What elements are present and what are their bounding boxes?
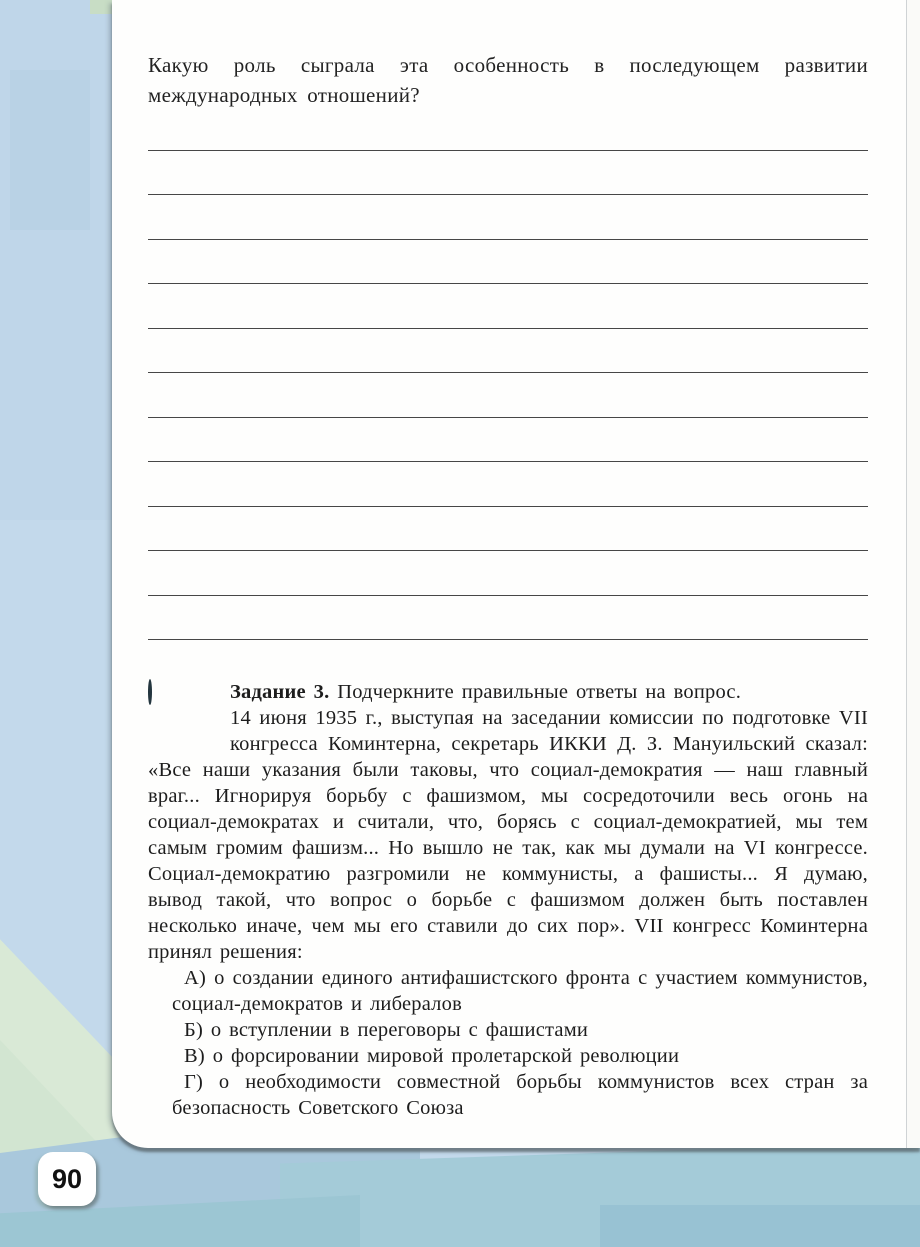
page-edge-line bbox=[906, 0, 920, 1148]
answer-line[interactable] bbox=[148, 551, 868, 596]
option-letter: В) bbox=[184, 1045, 205, 1067]
option-text: о форсировании мировой пролетарской революции bbox=[212, 1045, 680, 1067]
option-text: о вступлении в переговоры с фашистами bbox=[210, 1019, 589, 1041]
option-v[interactable] bbox=[172, 1043, 868, 1069]
answer-line[interactable] bbox=[148, 596, 868, 641]
option-letter: Б) bbox=[184, 1019, 203, 1041]
task3-section bbox=[148, 679, 868, 1121]
answer-line[interactable] bbox=[148, 195, 868, 240]
background-blue-patch bbox=[10, 70, 90, 230]
workbook-page bbox=[112, 0, 920, 1148]
background-green-sliver bbox=[90, 0, 114, 14]
option-letter: Г) bbox=[184, 1071, 204, 1093]
task3-lead bbox=[148, 679, 868, 705]
task3-title: Задание 3. bbox=[230, 681, 330, 703]
answer-line[interactable] bbox=[148, 507, 868, 552]
answer-line[interactable] bbox=[148, 151, 868, 196]
task3-options bbox=[172, 965, 868, 1121]
background-blue-corner bbox=[600, 1205, 920, 1247]
answer-line[interactable] bbox=[148, 240, 868, 285]
answer-line[interactable] bbox=[148, 462, 868, 507]
answer-line[interactable] bbox=[148, 106, 868, 151]
page-number-badge bbox=[38, 1152, 96, 1206]
task-icon-wrap bbox=[148, 679, 230, 756]
star-asterisk-icon bbox=[148, 679, 152, 705]
task3-instruction: Подчеркните правильные ответы на вопрос. bbox=[337, 681, 742, 703]
page-number: 90 bbox=[51, 1163, 83, 1194]
answer-line[interactable] bbox=[148, 329, 868, 374]
option-g[interactable] bbox=[172, 1069, 868, 1121]
question-text: Какую роль сыграла эта особенность в последующем развитии международных отношений? bbox=[148, 53, 868, 107]
option-text: о необходимости совместной борьбы коммунистов всех стран за безопасность Советского Союза bbox=[172, 1071, 869, 1119]
task3-body: 14 июня 1935 г., выступая на заседании комиссии по подготовке VII конгресса Коминтерна, секретарь ИККИ Д. З. Мануильский сказал: «Все наши указания были таковы, что социал-демократия — наш главный враг... Игнорируя борьбу с фашизмом, мы сосредоточили весь огонь на социал-демократах и считали, что, борясь с социал-демократией, мы тем самым громим фашизм... Но вышло не так, как мы думали на VI конгрессе. Социал-демократию разгромили не коммунисты, а фашисты... Я думаю, вывод такой, что вопрос о борьбе с фашизмом должен быть поставлен несколько иначе, чем мы его ставили до сих пор». VII конгресс Коминтерна принял решения: bbox=[148, 707, 868, 963]
option-a[interactable] bbox=[172, 965, 868, 1017]
answer-line[interactable] bbox=[148, 418, 868, 463]
answer-lines-block bbox=[148, 106, 868, 640]
option-letter: А) bbox=[184, 967, 207, 989]
answer-line[interactable] bbox=[148, 373, 868, 418]
answer-line[interactable] bbox=[148, 284, 868, 329]
option-b[interactable] bbox=[172, 1017, 868, 1043]
option-text: о создании единого антифашистского фронта с участием коммунистов, социал-демократов и либералов bbox=[172, 967, 868, 1015]
